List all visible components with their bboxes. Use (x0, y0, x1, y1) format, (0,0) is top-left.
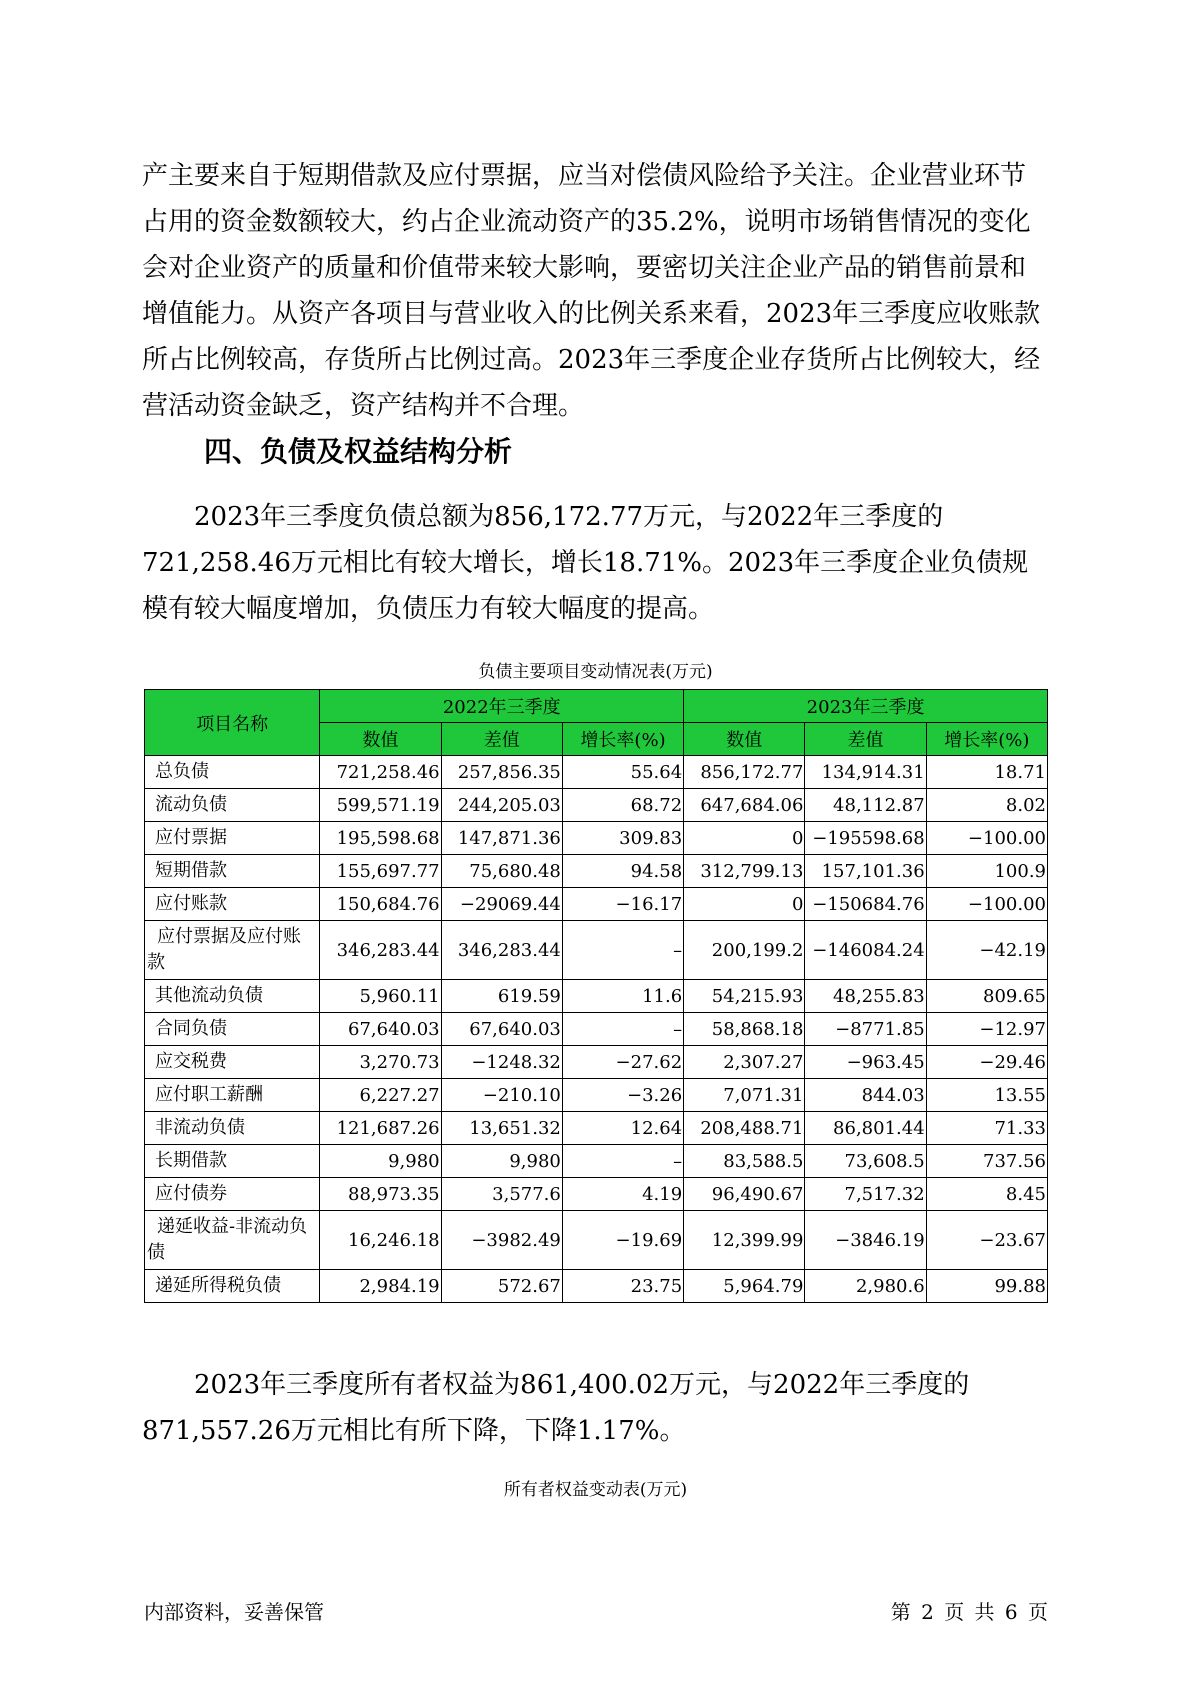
table-cell: 9,980 (441, 1145, 562, 1178)
table-cell: −146084.24 (805, 921, 926, 980)
table-cell: 147,871.36 (441, 822, 562, 855)
table-cell: 11.6 (562, 980, 683, 1013)
row-item-name: 合同负债 (145, 1013, 320, 1046)
table-cell: 599,571.19 (320, 789, 441, 822)
table-cell: −3846.19 (805, 1211, 926, 1270)
subheader-rate-2023: 增长率(%) (926, 723, 1047, 756)
table-cell: 208,488.71 (684, 1112, 805, 1145)
table-cell: 3,577.6 (441, 1178, 562, 1211)
table-row (145, 756, 1048, 789)
table-cell: 844.03 (805, 1079, 926, 1112)
table-cell: 94.58 (562, 855, 683, 888)
table-cell: 75,680.48 (441, 855, 562, 888)
table-cell: 309.83 (562, 822, 683, 855)
table-cell: 737.56 (926, 1145, 1047, 1178)
table-cell: – (562, 921, 683, 980)
table-cell: 48,255.83 (805, 980, 926, 1013)
table-cell: 18.71 (926, 756, 1047, 789)
table-row (145, 822, 1048, 855)
table-cell: −19.69 (562, 1211, 683, 1270)
row-item-name: 短期借款 (145, 855, 320, 888)
table-cell: 150,684.76 (320, 888, 441, 921)
subheader-diff-2022: 差值 (441, 723, 562, 756)
table-cell: 100.9 (926, 855, 1047, 888)
table-row (145, 1112, 1048, 1145)
table-cell: 647,684.06 (684, 789, 805, 822)
table-cell: 619.59 (441, 980, 562, 1013)
table-cell: −210.10 (441, 1079, 562, 1112)
table-cell: – (562, 1145, 683, 1178)
table-cell: −195598.68 (805, 822, 926, 855)
table-row (145, 1270, 1048, 1303)
table-row (145, 789, 1048, 822)
row-item-name: 递延收益-非流动负债 (145, 1211, 320, 1270)
table-row (145, 1079, 1048, 1112)
row-item-name: 应交税费 (145, 1046, 320, 1079)
body-paragraph-1: 产主要来自于短期借款及应付票据，应当对偿债风险给予关注。企业营业环节占用的资金数额较大，约占企业流动资产的35.2%，说明市场销售情况的变化会对企业资产的质量和价值带来较大影响，要密切关注企业产品的销售前景和增值能力。从资产各项目与营业收入的比例关系来看，2023年三季度应收账款所占比例较高，存货所占比例过高。2023年三季度企业存货所占比例较大，经营活动资金缺乏，资产结构并不合理。 (142, 161, 1041, 421)
table-cell: 155,697.77 (320, 855, 441, 888)
table-cell: 0 (684, 822, 805, 855)
table-caption-liabilities: 负债主要项目变动情况表(万元) (478, 662, 713, 682)
table-cell: 58,868.18 (684, 1013, 805, 1046)
table-cell: 257,856.35 (441, 756, 562, 789)
table-cell: −29069.44 (441, 888, 562, 921)
table-cell: 13.55 (926, 1079, 1047, 1112)
table-cell: – (562, 1013, 683, 1046)
table-caption-equity: 所有者权益变动表(万元) (503, 1480, 688, 1500)
table-cell: 54,215.93 (684, 980, 805, 1013)
table-cell: 5,960.11 (320, 980, 441, 1013)
table-cell: 3,270.73 (320, 1046, 441, 1079)
table-cell: −8771.85 (805, 1013, 926, 1046)
table-cell: 809.65 (926, 980, 1047, 1013)
table-cell: 121,687.26 (320, 1112, 441, 1145)
table-cell: −963.45 (805, 1046, 926, 1079)
liabilities-table (144, 689, 1048, 1303)
table-row (145, 855, 1048, 888)
table-cell: 55.64 (562, 756, 683, 789)
table-cell: −150684.76 (805, 888, 926, 921)
table-cell: −1248.32 (441, 1046, 562, 1079)
row-item-name: 应付账款 (145, 888, 320, 921)
table-cell: 48,112.87 (805, 789, 926, 822)
subheader-value-2023: 数值 (684, 723, 805, 756)
table-cell: −3.26 (562, 1079, 683, 1112)
row-item-name: 其他流动负债 (145, 980, 320, 1013)
table-cell: 88,973.35 (320, 1178, 441, 1211)
table-cell: −23.67 (926, 1211, 1047, 1270)
table-cell: −42.19 (926, 921, 1047, 980)
table-cell: 6,227.27 (320, 1079, 441, 1112)
table-cell: 312,799.13 (684, 855, 805, 888)
row-item-name: 应付职工薪酬 (145, 1079, 320, 1112)
table-cell: −16.17 (562, 888, 683, 921)
body-paragraph-2: 2023年三季度负债总额为856,172.77万元，与2022年三季度的721,258.46万元相比有较大增长，增长18.71%。2023年三季度企业负债规模有较大幅度增加，负债压力有较大幅度的提高。 (142, 502, 1029, 624)
table-row (145, 921, 1048, 980)
table-cell: 12.64 (562, 1112, 683, 1145)
table-cell: 12,399.99 (684, 1211, 805, 1270)
row-item-name: 非流动负债 (145, 1112, 320, 1145)
row-item-name: 长期借款 (145, 1145, 320, 1178)
row-item-name: 递延所得税负债 (145, 1270, 320, 1303)
body-paragraph-3: 2023年三季度所有者权益为861,400.02万元，与2022年三季度的871,557.26万元相比有所下降，下降1.17%。 (142, 1370, 970, 1446)
subheader-rate-2022: 增长率(%) (562, 723, 683, 756)
header-item-name: 项目名称 (145, 690, 320, 756)
table-cell: 157,101.36 (805, 855, 926, 888)
table-row (145, 980, 1048, 1013)
table-cell: 8.45 (926, 1178, 1047, 1211)
table-cell: 572.67 (441, 1270, 562, 1303)
table-row (145, 1211, 1048, 1270)
table-cell: 67,640.03 (441, 1013, 562, 1046)
table-cell: 71.33 (926, 1112, 1047, 1145)
table-cell: −3982.49 (441, 1211, 562, 1270)
table-cell: 2,980.6 (805, 1270, 926, 1303)
table-cell: 7,071.31 (684, 1079, 805, 1112)
table-cell: 0 (684, 888, 805, 921)
row-item-name: 应付债券 (145, 1178, 320, 1211)
table-cell: 856,172.77 (684, 756, 805, 789)
table-cell: 7,517.32 (805, 1178, 926, 1211)
table-cell: 68.72 (562, 789, 683, 822)
section-heading: 四、负债及权益结构分析 (204, 435, 513, 468)
table-cell: 8.02 (926, 789, 1047, 822)
table-cell: −100.00 (926, 888, 1047, 921)
footer-page-number: 第 2 页 共 6 页 (890, 1600, 1048, 1624)
footer-confidential-note: 内部资料，妥善保管 (144, 1600, 324, 1624)
subheader-diff-2023: 差值 (805, 723, 926, 756)
table-cell: 96,490.67 (684, 1178, 805, 1211)
row-item-name: 总负债 (145, 756, 320, 789)
table-row (145, 1013, 1048, 1046)
table-cell: −100.00 (926, 822, 1047, 855)
table-cell: 83,588.5 (684, 1145, 805, 1178)
table-cell: 16,246.18 (320, 1211, 441, 1270)
table-cell: −29.46 (926, 1046, 1047, 1079)
table-cell: 721,258.46 (320, 756, 441, 789)
row-item-name: 应付票据及应付账款 (145, 921, 320, 980)
table-cell: 4.19 (562, 1178, 683, 1211)
table-cell: −27.62 (562, 1046, 683, 1079)
table-cell: 73,608.5 (805, 1145, 926, 1178)
table-cell: 346,283.44 (320, 921, 441, 980)
table-cell: 200,199.2 (684, 921, 805, 980)
table-cell: 195,598.68 (320, 822, 441, 855)
table-cell: 23.75 (562, 1270, 683, 1303)
table-cell: 2,984.19 (320, 1270, 441, 1303)
table-cell: 9,980 (320, 1145, 441, 1178)
liabilities-table-body (145, 756, 1048, 1303)
table-cell: 99.88 (926, 1270, 1047, 1303)
table-cell: 346,283.44 (441, 921, 562, 980)
table-cell: 13,651.32 (441, 1112, 562, 1145)
table-cell: 2,307.27 (684, 1046, 805, 1079)
row-item-name: 应付票据 (145, 822, 320, 855)
table-row (145, 888, 1048, 921)
table-cell: 86,801.44 (805, 1112, 926, 1145)
row-item-name: 流动负债 (145, 789, 320, 822)
table-cell: 5,964.79 (684, 1270, 805, 1303)
table-cell: 134,914.31 (805, 756, 926, 789)
header-period-2022: 2022年三季度 (320, 690, 684, 723)
table-cell: −12.97 (926, 1013, 1047, 1046)
table-cell: 244,205.03 (441, 789, 562, 822)
table-row (145, 1178, 1048, 1211)
table-cell: 67,640.03 (320, 1013, 441, 1046)
table-row (145, 1046, 1048, 1079)
subheader-value-2022: 数值 (320, 723, 441, 756)
header-period-2023: 2023年三季度 (684, 690, 1048, 723)
table-row (145, 1145, 1048, 1178)
